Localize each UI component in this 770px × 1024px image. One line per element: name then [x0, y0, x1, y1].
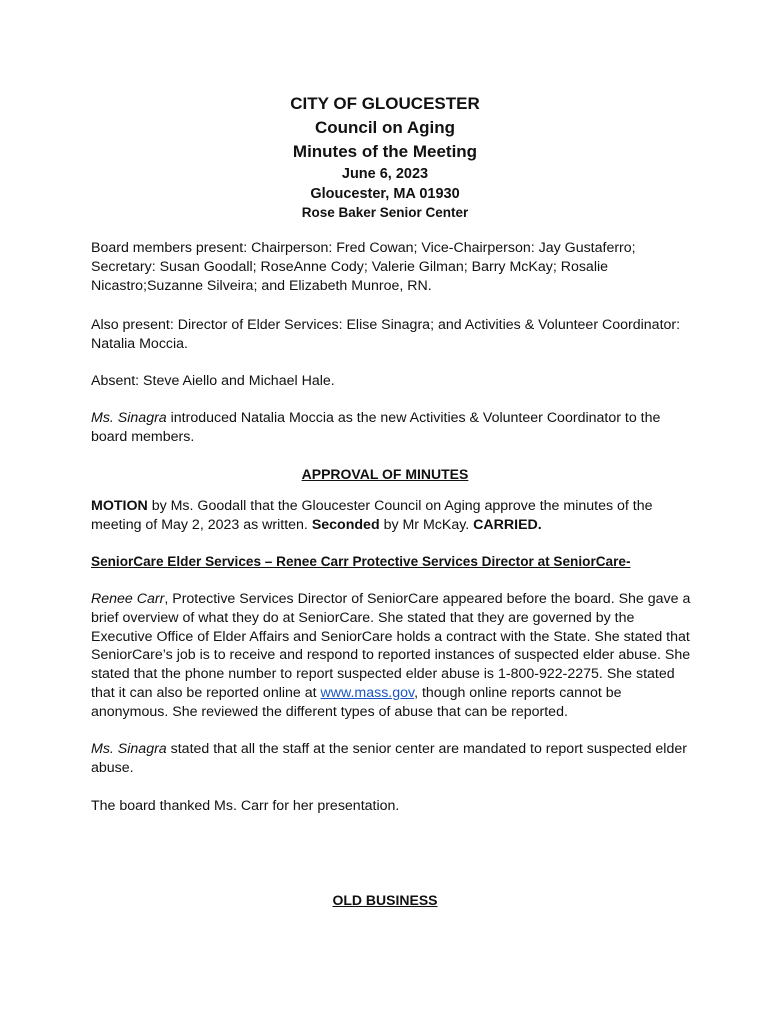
motion-label: MOTION — [91, 498, 148, 514]
seniorcare-paragraph — [91, 590, 691, 722]
staff-speaker: Ms. Sinagra — [91, 741, 167, 757]
seniorcare-speaker: Renee Carr — [91, 591, 165, 607]
seniorcare-section-title: SeniorCare Elder Services – Renee Carr Protective Services Director at SeniorCare- — [91, 554, 631, 569]
meeting-date: June 6, 2023 — [341, 166, 429, 182]
staff-text: stated that all the staff at the senior center are mandated to report suspected elder abuse. — [91, 741, 687, 776]
approval-section-title: APPROVAL OF MINUTES — [301, 466, 469, 482]
staff-paragraph — [91, 740, 691, 778]
intro-text: introduced Natalia Moccia as the new Activities & Volunteer Coordinator to the board members. — [91, 410, 661, 445]
board-members-present: Board members present: Chairperson: Fred Cowan; Vice-Chairperson: Jay Gustaferro; Secretary: Susan Goodall; RoseAnne Cody; Valerie Gilman; Barry McKay; Rosalie Nicastro;Suzanne Silveira; and Elizabeth Munroe, RN. — [91, 240, 636, 294]
seconded-label: Seconded — [311, 516, 380, 533]
seniorcare-text-a: , Protective Services Director of SeniorCare appeared before the board. She gave a brief overview of what they do at SeniorCare. She stated that they are governed by the Executive Office of Elder Affairs and SeniorCare holds a contract with the State. She stated that SeniorCare’s job is to receive and respond to reported instances of suspected elder abuse. She stated that the phone number to report suspected elder abuse is 1-800-922-2275. She stated that it can also be reported online at — [91, 591, 691, 701]
motion-paragraph — [91, 497, 691, 535]
city-title: CITY OF GLOUCESTER — [290, 94, 480, 113]
seconded-text: by Mr McKay. — [379, 516, 474, 533]
seniorcare-text-b: , though online reports cannot be anonymous. She reviewed the different types of abuse that can be reported. — [91, 684, 622, 720]
absent-members: Absent: Steve Aiello and Michael Hale. — [91, 373, 335, 389]
intro-speaker: Ms. Sinagra — [91, 410, 167, 426]
document-header — [0, 92, 770, 222]
council-title: Council on Aging — [314, 118, 456, 137]
intro-paragraph — [91, 409, 691, 447]
minutes-title: Minutes of the Meeting — [292, 142, 478, 161]
motion-text: by Ms. Goodall that the Gloucester Council on Aging approve the minutes of the meeting of May 2, 2023 as written. — [91, 498, 653, 533]
meeting-venue: Rose Baker Senior Center — [301, 205, 469, 220]
also-present: Also present: Director of Elder Services: Elise Sinagra; and Activities & Volunteer Coordinator: Natalia Moccia. — [91, 317, 681, 352]
thanks-paragraph: The board thanked Ms. Carr for her presentation. — [91, 798, 400, 814]
old-business-title: OLD BUSINESS — [332, 892, 438, 908]
meeting-location: Gloucester, MA 01930 — [310, 186, 460, 202]
carried-label: CARRIED. — [473, 516, 542, 533]
mass-gov-link[interactable]: www.mass.gov — [320, 684, 415, 701]
